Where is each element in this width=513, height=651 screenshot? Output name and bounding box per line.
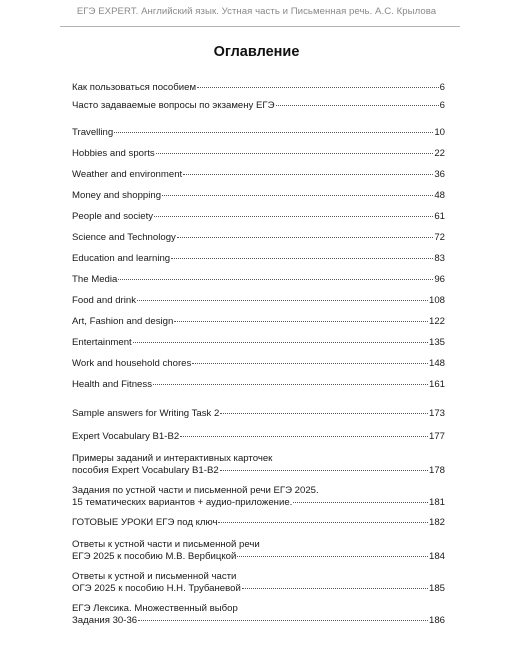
toc-page-number: 178: [428, 465, 445, 476]
dot-leader: [180, 436, 428, 437]
toc-page-number: 10: [434, 127, 445, 138]
toc-entry-title: Sample answers for Writing Task 2: [72, 408, 220, 419]
toc-entry-title: Entertainment: [72, 337, 132, 348]
toc-entry: [72, 274, 445, 286]
dot-leader: [192, 363, 428, 364]
dot-leader: [162, 195, 433, 196]
toc-entry: [72, 603, 445, 627]
toc-entry: [72, 127, 445, 139]
toc-entry-title: 15 тематических вариантов + аудио-приложение.: [72, 497, 293, 508]
dot-leader: [133, 342, 428, 343]
toc-entry-title: Задания 30-36: [72, 615, 138, 626]
toc-entry-title-first-line: Примеры заданий и интерактивных карточек: [72, 453, 273, 464]
toc-entry: [72, 571, 445, 595]
toc-entry-title: Travelling: [72, 127, 114, 138]
toc-page-number: 148: [428, 358, 445, 369]
toc-entry-title: Health and Fitness: [72, 379, 152, 390]
dot-leader: [183, 174, 433, 175]
running-header: ЕГЭ EXPERT. Английский язык. Устная часть и Письменная речь. А.С. Крылова: [76, 6, 437, 17]
dot-leader: [197, 87, 439, 88]
toc-entry: [72, 453, 445, 477]
toc-entry-title: The Media: [72, 274, 118, 285]
toc-entry-title: People and society: [72, 211, 154, 222]
toc-page-number: 186: [428, 615, 445, 626]
toc-entry: [72, 539, 445, 563]
toc-entry-title: ЕГЭ 2025 к пособию М.В. Вербицкой: [72, 551, 237, 562]
dot-leader: [153, 384, 428, 385]
toc-entry-title-first-line: Ответы к устной части и письменной речи: [72, 539, 260, 550]
toc-page-number: 22: [434, 148, 445, 159]
toc-entry: [72, 148, 445, 160]
toc-entry-title: Work and household chores: [72, 358, 192, 369]
toc-entry: [72, 379, 445, 391]
dot-leader: [154, 216, 433, 217]
dot-leader: [177, 237, 433, 238]
toc-page-number: 173: [428, 408, 445, 419]
toc-entry: [72, 358, 445, 370]
toc-entry-title: пособия Expert Vocabulary B1-B2: [72, 465, 219, 476]
toc-entry: [72, 169, 445, 181]
toc-page-number: 72: [434, 232, 445, 243]
toc-page-number: 122: [428, 316, 445, 327]
toc-entry: [72, 337, 445, 349]
dot-leader: [237, 556, 428, 557]
toc-entry-title: Часто задаваемые вопросы по экзамену ЕГЭ: [72, 100, 275, 111]
toc-entry: [72, 100, 445, 112]
toc-page-number: 6: [439, 100, 445, 111]
toc-page-number: 177: [428, 431, 445, 442]
toc-entry-title: Education and learning: [72, 253, 171, 264]
toc-entry: [72, 190, 445, 202]
dot-leader: [220, 470, 428, 471]
dot-leader: [118, 279, 433, 280]
toc-entry-title: Expert Vocabulary B1-B2: [72, 431, 180, 442]
dot-leader: [242, 588, 428, 589]
toc-entry: [72, 431, 445, 443]
toc-page-number: 96: [434, 274, 445, 285]
toc-entry: [72, 82, 445, 94]
toc-entry-title: Hobbies and sports: [72, 148, 155, 159]
dot-leader: [156, 153, 434, 154]
dot-leader: [218, 522, 428, 523]
dot-leader: [276, 105, 439, 106]
toc-page-number: 61: [434, 211, 445, 222]
toc-entry-title-first-line: Задания по устной части и письменной речи ЕГЭ 2025.: [72, 485, 319, 496]
toc-page-number: 83: [434, 253, 445, 264]
toc-page-number: 6: [439, 82, 445, 93]
toc-page-number: 161: [428, 379, 445, 390]
dot-leader: [114, 132, 433, 133]
dot-leader: [137, 300, 428, 301]
toc-page-number: 135: [428, 337, 445, 348]
toc-entry: [72, 316, 445, 328]
toc-entry-title: ГОТОВЫЕ УРОКИ ЕГЭ под ключ: [72, 517, 218, 528]
toc-entry-title: Как пользоваться пособием: [72, 82, 197, 93]
toc-entry-title: Money and shopping: [72, 190, 162, 201]
dot-leader: [174, 321, 428, 322]
toc-entry-title-first-line: Ответы к устной и письменной части: [72, 571, 237, 582]
toc-entry: [72, 485, 445, 509]
toc-entry-title: Food and drink: [72, 295, 136, 306]
toc-entry-title-first-line: ЕГЭ Лексика. Множественный выбор: [72, 603, 238, 614]
dot-leader: [220, 413, 428, 414]
toc-page-number: 184: [428, 551, 445, 562]
toc-title: Оглавление: [213, 44, 300, 60]
toc-page-number: 48: [434, 190, 445, 201]
toc-page-number: 108: [428, 295, 445, 306]
toc-page-number: 36: [434, 169, 445, 180]
toc-entry-title: Science and Technology: [72, 232, 176, 243]
toc-entry: [72, 295, 445, 307]
dot-leader: [171, 258, 433, 259]
toc-entry: [72, 232, 445, 244]
dot-leader: [138, 620, 428, 621]
toc-entry: [72, 211, 445, 223]
toc-page-number: 181: [428, 497, 445, 508]
toc-entry-title: ОГЭ 2025 к пособию Н.Н. Трубаневой: [72, 583, 241, 594]
toc-page-number: 185: [428, 583, 445, 594]
dot-leader: [293, 502, 428, 503]
toc-entry: [72, 408, 445, 420]
toc-entry: [72, 517, 445, 529]
toc-entry-title: Weather and environment: [72, 169, 183, 180]
toc-entry: [72, 253, 445, 265]
toc-page-number: 182: [428, 517, 445, 528]
header-divider: [60, 26, 460, 27]
toc-entry-title: Art, Fashion and design: [72, 316, 174, 327]
